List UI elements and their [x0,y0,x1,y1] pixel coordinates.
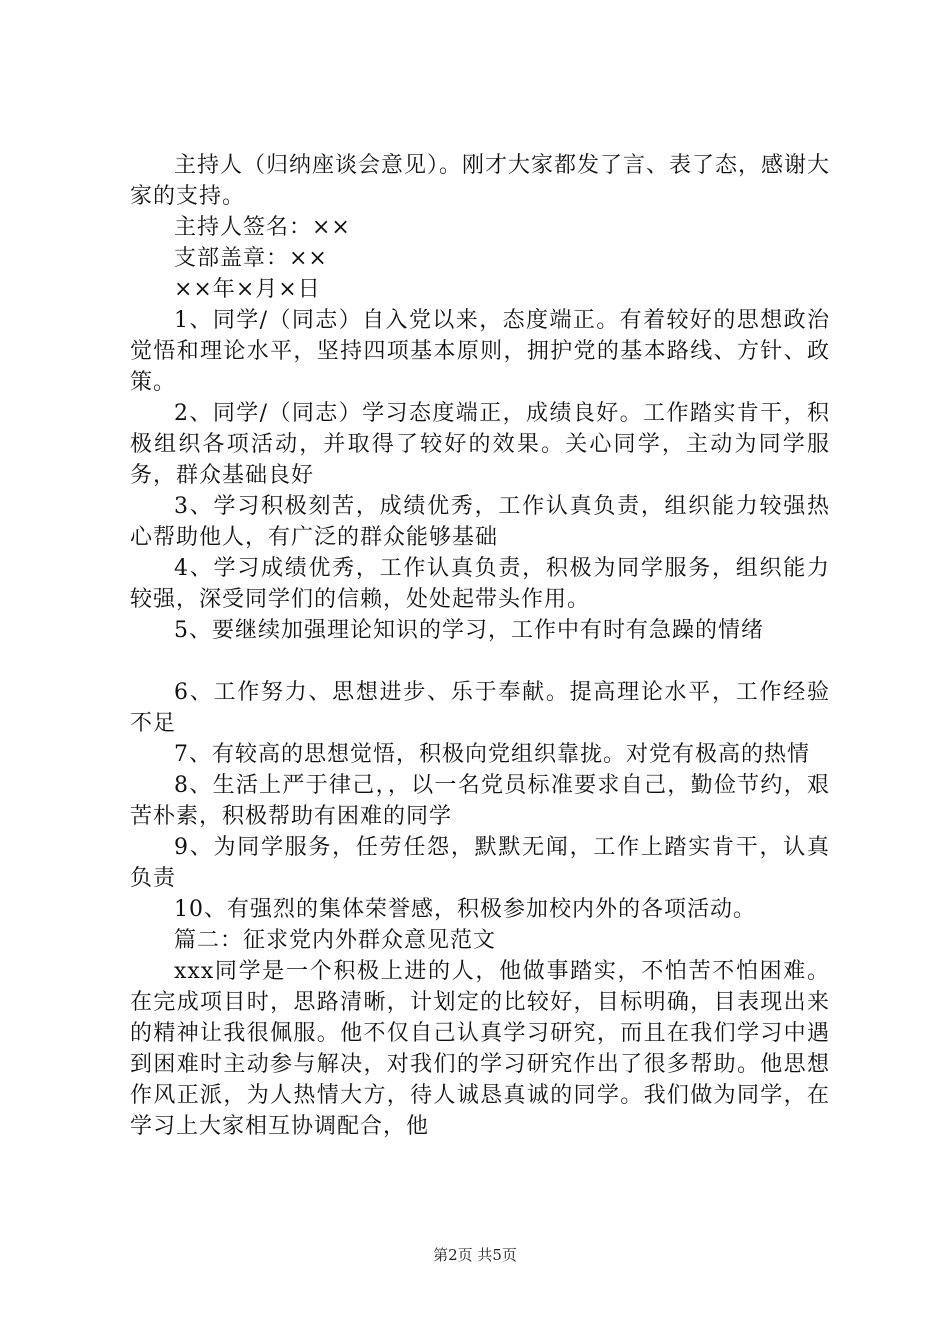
blank-line [130,646,830,677]
page-footer: 第2页 共5页 [433,1246,517,1264]
paragraph-branch-seal: 支部盖章：×× [174,246,328,271]
paragraph-host-signature: 主持人签名：×× [174,215,351,240]
paragraph-item-2: 2、同学/（同志）学习态度端正，成绩良好。工作踏实肯干，积极组织各项活动，并取得了较好的效果。关心同学，主动为同学服务，群众基础良好 [130,401,830,488]
paragraph-host-summary: 主持人（归纳座谈会意见）。刚才大家都发了言、表了态，感谢大家的支持。 [130,153,831,209]
paragraph-item-6: 6、工作努力、思想进步、乐于奉献。提高理论水平，工作经验不足 [130,680,830,736]
paragraph-item-1: 1、同学/（同志）自入党以来，态度端正。有着较好的思想政治觉悟和理论水平，坚持四项基本原则，拥护党的基本路线、方针、政策。 [130,308,830,395]
paragraph-item-10: 10、有强烈的集体荣誉感，积极参加校内外的各项活动。 [174,897,756,922]
section-heading: 篇二：征求党内外群众意见范文 [174,928,497,953]
paragraph-classmate-evaluation: xxx同学是一个积极上进的人，他做事踏实，不怕苦不怕困难。在完成项目时，思路清晰，计划定的比较好，目标明确，目表现出来的精神让我很佩服。他不仅自己认真学习研究，而且在我们学习中遇到困难时主动参与解决，对我们的学习研究作出了很多帮助。他思想作风正派，为人热情大方，待人诚恳真诚的同学。我们做为同学，在学习上大家相互协调配合，他 [130,959,830,1139]
paragraph-item-9: 9、为同学服务，任劳任怨，默默无闻，工作上踏实肯干，认真负责 [130,835,830,891]
paragraph-item-4: 4、学习成绩优秀，工作认真负责，积极为同学服务，组织能力较强，深受同学们的信赖，处处起带头作用。 [130,556,830,612]
paragraph-item-8: 8、生活上严于律己，，以一名党员标准要求自己，勤俭节约，艰苦朴素，积极帮助有困难的同学 [130,773,830,829]
paragraph-item-3: 3、学习积极刻苦，成绩优秀，工作认真负责，组织能力较强热心帮助他人，有广泛的群众能够基础 [130,494,830,550]
paragraph-date: ××年×月×日 [174,277,321,302]
paragraph-item-5: 5、要继续加强理论知识的学习，工作中有时有急躁的情绪 [174,618,764,643]
paragraph-item-7: 7、有较高的思想觉悟，积极向党组织靠拢。对党有极高的热情 [174,742,810,767]
document-body [130,150,830,1142]
